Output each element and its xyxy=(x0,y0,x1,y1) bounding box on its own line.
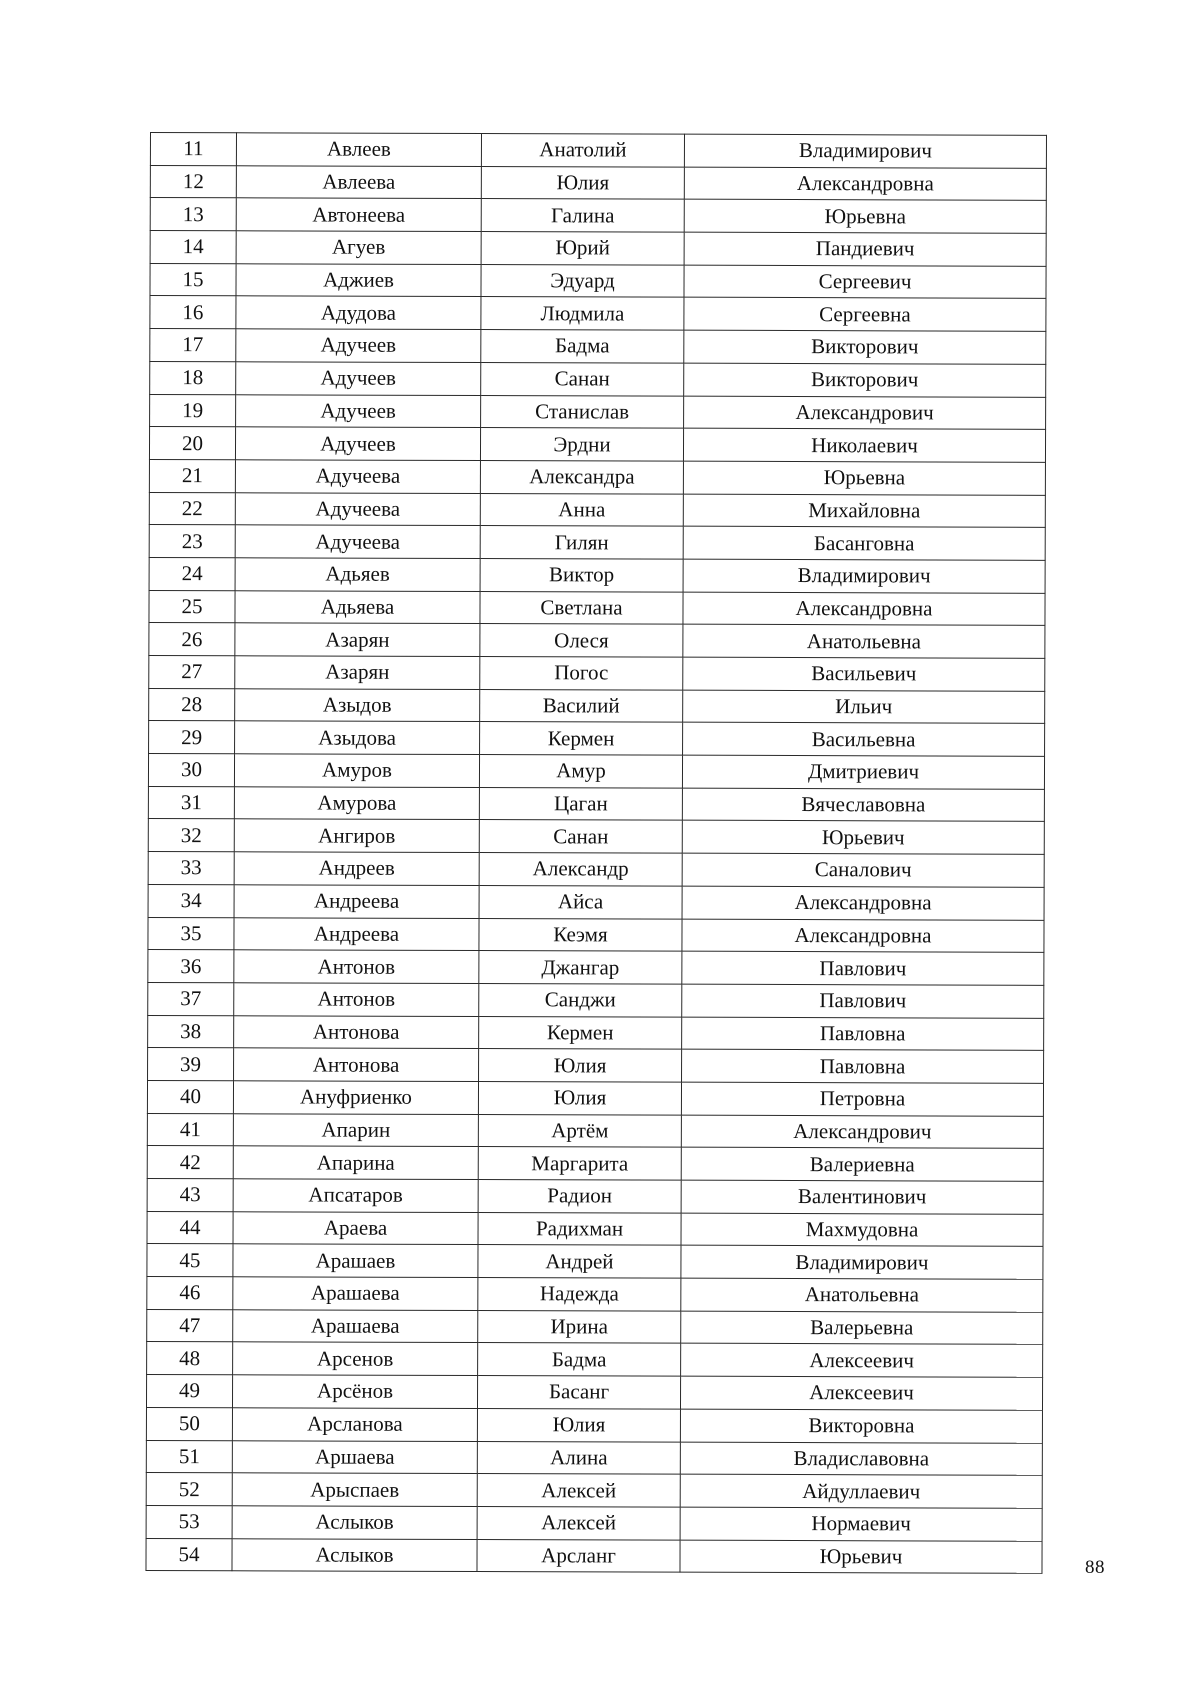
patronymic-cell: Юрьевна xyxy=(683,461,1045,495)
table-row xyxy=(147,1277,1043,1313)
last-name-cell: Апарина xyxy=(233,1146,478,1179)
patronymic-cell: Дмитриевич xyxy=(682,755,1044,789)
first-name-cell: Александра xyxy=(480,460,683,493)
first-name-cell: Погос xyxy=(480,657,683,690)
last-name-cell: Андреева xyxy=(234,885,479,918)
last-name-cell: Арыспаев xyxy=(232,1473,477,1506)
first-name-cell: Джангар xyxy=(479,951,682,984)
table-row xyxy=(150,361,1046,397)
first-name-cell: Юлия xyxy=(481,166,684,199)
last-name-cell: Автонеева xyxy=(236,198,481,231)
first-name-cell: Юлия xyxy=(479,1049,682,1082)
table-row xyxy=(147,1244,1043,1280)
roster-table-body xyxy=(146,133,1047,1574)
table-row xyxy=(146,1505,1042,1541)
table-row xyxy=(146,1440,1042,1476)
row-number-cell: 23 xyxy=(149,525,235,558)
first-name-cell: Василий xyxy=(480,689,683,722)
patronymic-cell: Викторович xyxy=(684,330,1046,364)
last-name-cell: Адучеева xyxy=(235,460,480,493)
first-name-cell: Кермен xyxy=(479,1016,682,1049)
patronymic-cell: Юрьевич xyxy=(682,821,1044,855)
first-name-cell: Санджи xyxy=(479,983,682,1016)
last-name-cell: Антонова xyxy=(234,1048,479,1081)
first-name-cell: Эрдни xyxy=(480,428,683,461)
row-number-cell: 21 xyxy=(149,459,235,492)
row-number-cell: 33 xyxy=(148,852,234,885)
last-name-cell: Антонов xyxy=(234,950,479,983)
last-name-cell: Адьяев xyxy=(235,558,480,591)
last-name-cell: Адучеев xyxy=(236,394,481,427)
table-row xyxy=(148,982,1044,1018)
patronymic-cell: Нормаевич xyxy=(680,1507,1042,1541)
row-number-cell: 22 xyxy=(149,492,235,525)
first-name-cell: Андрей xyxy=(478,1245,681,1278)
last-name-cell: Авлеев xyxy=(236,133,481,166)
row-number-cell: 46 xyxy=(147,1277,233,1310)
row-number-cell: 53 xyxy=(146,1505,232,1538)
table-row xyxy=(148,950,1044,986)
table-row xyxy=(149,459,1045,495)
patronymic-cell: Айдуллаевич xyxy=(680,1474,1042,1508)
last-name-cell: Амуров xyxy=(234,754,479,787)
row-number-cell: 17 xyxy=(150,329,236,362)
first-name-cell: Кеэмя xyxy=(479,918,682,951)
row-number-cell: 30 xyxy=(148,754,234,787)
first-name-cell: Гилян xyxy=(480,526,683,559)
patronymic-cell: Юрьевич xyxy=(680,1540,1042,1574)
table-row xyxy=(149,623,1045,659)
row-number-cell: 20 xyxy=(149,427,235,460)
last-name-cell: Апарин xyxy=(233,1113,478,1146)
patronymic-cell: Ильич xyxy=(683,690,1045,724)
last-name-cell: Араева xyxy=(233,1211,478,1244)
first-name-cell: Ирина xyxy=(478,1310,681,1343)
patronymic-cell: Сергеевич xyxy=(684,265,1046,299)
table-row xyxy=(148,1048,1044,1084)
first-name-cell: Светлана xyxy=(480,591,683,624)
row-number-cell: 47 xyxy=(147,1309,233,1342)
patronymic-cell: Александрович xyxy=(681,1115,1043,1149)
row-number-cell: 49 xyxy=(146,1375,232,1408)
patronymic-cell: Махмудовна xyxy=(681,1213,1043,1247)
table-row xyxy=(150,133,1046,169)
row-number-cell: 19 xyxy=(150,394,236,427)
row-number-cell: 48 xyxy=(147,1342,233,1375)
last-name-cell: Азарян xyxy=(235,656,480,689)
table-row xyxy=(146,1407,1042,1443)
last-name-cell: Азыдова xyxy=(235,721,480,754)
first-name-cell: Юрий xyxy=(481,232,684,265)
last-name-cell: Арсёнов xyxy=(232,1375,477,1408)
patronymic-cell: Александровна xyxy=(682,886,1044,920)
patronymic-cell: Пандиевич xyxy=(684,232,1046,266)
patronymic-cell: Сергеевна xyxy=(684,298,1046,332)
row-number-cell: 54 xyxy=(146,1538,232,1571)
patronymic-cell: Анатольевна xyxy=(681,1278,1043,1312)
patronymic-cell: Михайловна xyxy=(683,494,1045,528)
last-name-cell: Аршаева xyxy=(232,1440,477,1473)
table-row xyxy=(150,165,1046,201)
table-row xyxy=(148,786,1044,822)
patronymic-cell: Александровна xyxy=(684,167,1046,201)
patronymic-cell: Александровна xyxy=(682,919,1044,953)
first-name-cell: Алексей xyxy=(477,1474,680,1507)
last-name-cell: Арашаев xyxy=(233,1244,478,1277)
table-row xyxy=(148,917,1044,953)
row-number-cell: 14 xyxy=(150,231,236,264)
table-row xyxy=(150,198,1046,234)
table-row xyxy=(149,557,1045,593)
patronymic-cell: Петровна xyxy=(681,1082,1043,1116)
last-name-cell: Азыдов xyxy=(235,688,480,721)
patronymic-cell: Викторович xyxy=(684,363,1046,397)
roster-table xyxy=(145,132,1047,1574)
last-name-cell: Апсатаров xyxy=(233,1179,478,1212)
patronymic-cell: Басанговна xyxy=(683,526,1045,560)
first-name-cell: Арсланг xyxy=(477,1539,680,1572)
last-name-cell: Адучеев xyxy=(236,362,481,395)
row-number-cell: 36 xyxy=(148,950,234,983)
first-name-cell: Алина xyxy=(477,1441,680,1474)
table-row xyxy=(147,1113,1043,1149)
last-name-cell: Агуев xyxy=(236,231,481,264)
table-row xyxy=(150,263,1046,299)
table-row xyxy=(149,688,1045,724)
row-number-cell: 35 xyxy=(148,917,234,950)
last-name-cell: Андреева xyxy=(234,917,479,950)
first-name-cell: Санан xyxy=(481,362,684,395)
row-number-cell: 26 xyxy=(149,623,235,656)
last-name-cell: Антонова xyxy=(234,1015,479,1048)
row-number-cell: 32 xyxy=(148,819,234,852)
row-number-cell: 45 xyxy=(147,1244,233,1277)
first-name-cell: Анна xyxy=(480,493,683,526)
first-name-cell: Санан xyxy=(479,820,682,853)
last-name-cell: Арсенов xyxy=(233,1342,478,1375)
row-number-cell: 42 xyxy=(147,1146,233,1179)
last-name-cell: Авлеева xyxy=(236,165,481,198)
row-number-cell: 39 xyxy=(148,1048,234,1081)
first-name-cell: Олеся xyxy=(480,624,683,657)
table-row xyxy=(146,1473,1042,1509)
patronymic-cell: Владимирович xyxy=(681,1246,1043,1280)
patronymic-cell: Александровна xyxy=(683,592,1045,626)
last-name-cell: Адудова xyxy=(236,296,481,329)
last-name-cell: Адьяева xyxy=(235,590,480,623)
table-row xyxy=(146,1375,1042,1411)
row-number-cell: 38 xyxy=(148,1015,234,1048)
last-name-cell: Амурова xyxy=(234,787,479,820)
last-name-cell: Азарян xyxy=(235,623,480,656)
row-number-cell: 51 xyxy=(146,1440,232,1473)
row-number-cell: 27 xyxy=(149,655,235,688)
first-name-cell: Эдуард xyxy=(481,264,684,297)
table-row xyxy=(150,329,1046,365)
row-number-cell: 12 xyxy=(150,165,236,198)
table-row xyxy=(148,852,1044,888)
patronymic-cell: Валериевна xyxy=(681,1147,1043,1181)
patronymic-cell: Васильевич xyxy=(683,657,1045,691)
patronymic-cell: Анатольевна xyxy=(683,624,1045,658)
last-name-cell: Аслыков xyxy=(232,1538,477,1571)
first-name-cell: Радихман xyxy=(478,1212,681,1245)
first-name-cell: Цаган xyxy=(479,787,682,820)
row-number-cell: 31 xyxy=(148,786,234,819)
patronymic-cell: Павлович xyxy=(682,951,1044,985)
last-name-cell: Арсланова xyxy=(232,1408,477,1441)
patronymic-cell: Павловна xyxy=(682,1049,1044,1083)
first-name-cell: Алексей xyxy=(477,1506,680,1539)
last-name-cell: Андреев xyxy=(234,852,479,885)
row-number-cell: 13 xyxy=(150,198,236,231)
patronymic-cell: Владимирович xyxy=(684,134,1046,168)
row-number-cell: 15 xyxy=(150,263,236,296)
first-name-cell: Бадма xyxy=(481,330,684,363)
table-row xyxy=(149,590,1045,626)
row-number-cell: 25 xyxy=(149,590,235,623)
table-row xyxy=(147,1146,1043,1182)
first-name-cell: Бадма xyxy=(478,1343,681,1376)
last-name-cell: Адучеев xyxy=(235,427,480,460)
patronymic-cell: Павлович xyxy=(682,984,1044,1018)
first-name-cell: Станислав xyxy=(481,395,684,428)
table-row xyxy=(148,884,1044,920)
first-name-cell: Кермен xyxy=(480,722,683,755)
page-number: 88 xyxy=(1085,1557,1105,1578)
table-row xyxy=(149,655,1045,691)
first-name-cell: Радион xyxy=(478,1180,681,1213)
table-row xyxy=(147,1211,1043,1247)
patronymic-cell: Владиславовна xyxy=(680,1442,1042,1476)
first-name-cell: Маргарита xyxy=(478,1147,681,1180)
first-name-cell: Айса xyxy=(479,885,682,918)
row-number-cell: 37 xyxy=(148,982,234,1015)
row-number-cell: 11 xyxy=(150,133,236,166)
patronymic-cell: Вячеславовна xyxy=(682,788,1044,822)
first-name-cell: Анатолий xyxy=(481,134,684,167)
first-name-cell: Басанг xyxy=(477,1376,680,1409)
last-name-cell: Арашаева xyxy=(233,1277,478,1310)
table-row xyxy=(146,1538,1042,1574)
patronymic-cell: Алексеевич xyxy=(680,1376,1042,1410)
first-name-cell: Александр xyxy=(479,853,682,886)
table-row xyxy=(147,1080,1043,1116)
last-name-cell: Арашаева xyxy=(233,1310,478,1343)
last-name-cell: Адучеева xyxy=(235,525,480,558)
table-row xyxy=(148,1015,1044,1051)
row-number-cell: 24 xyxy=(149,557,235,590)
last-name-cell: Аджиев xyxy=(236,264,481,297)
last-name-cell: Ангиров xyxy=(234,819,479,852)
row-number-cell: 18 xyxy=(150,361,236,394)
row-number-cell: 28 xyxy=(149,688,235,721)
last-name-cell: Ануфриенко xyxy=(233,1081,478,1114)
patronymic-cell: Алексеевич xyxy=(681,1344,1043,1378)
first-name-cell: Амур xyxy=(479,755,682,788)
patronymic-cell: Юрьевна xyxy=(684,200,1046,234)
first-name-cell: Артём xyxy=(478,1114,681,1147)
patronymic-cell: Александрович xyxy=(684,396,1046,430)
row-number-cell: 43 xyxy=(147,1178,233,1211)
row-number-cell: 40 xyxy=(147,1080,233,1113)
row-number-cell: 34 xyxy=(148,884,234,917)
patronymic-cell: Викторовна xyxy=(680,1409,1042,1443)
last-name-cell: Адучеева xyxy=(235,492,480,525)
patronymic-cell: Павловна xyxy=(682,1017,1044,1051)
row-number-cell: 44 xyxy=(147,1211,233,1244)
table-row xyxy=(147,1342,1043,1378)
table-row xyxy=(150,394,1046,430)
last-name-cell: Адучеев xyxy=(236,329,481,362)
row-number-cell: 50 xyxy=(146,1407,232,1440)
first-name-cell: Виктор xyxy=(480,558,683,591)
row-number-cell: 16 xyxy=(150,296,236,329)
table-row xyxy=(147,1309,1043,1345)
table-row xyxy=(149,492,1045,528)
first-name-cell: Надежда xyxy=(478,1278,681,1311)
table-row xyxy=(148,754,1044,790)
table-row xyxy=(150,231,1046,267)
row-number-cell: 52 xyxy=(146,1473,232,1506)
first-name-cell: Юлия xyxy=(478,1081,681,1114)
row-number-cell: 29 xyxy=(149,721,235,754)
patronymic-cell: Владимирович xyxy=(683,559,1045,593)
patronymic-cell: Саналович xyxy=(682,853,1044,887)
patronymic-cell: Николаевич xyxy=(683,428,1045,462)
patronymic-cell: Васильевна xyxy=(683,723,1045,757)
first-name-cell: Юлия xyxy=(477,1408,680,1441)
row-number-cell: 41 xyxy=(147,1113,233,1146)
patronymic-cell: Валентинович xyxy=(681,1180,1043,1214)
table-row xyxy=(147,1178,1043,1214)
last-name-cell: Антонов xyxy=(234,983,479,1016)
table-row xyxy=(149,427,1045,463)
first-name-cell: Людмила xyxy=(481,297,684,330)
last-name-cell: Аслыков xyxy=(232,1506,477,1539)
table-row xyxy=(149,525,1045,561)
patronymic-cell: Валерьевна xyxy=(681,1311,1043,1345)
table-row xyxy=(148,819,1044,855)
table-row xyxy=(149,721,1045,757)
table-row xyxy=(150,296,1046,332)
first-name-cell: Галина xyxy=(481,199,684,232)
